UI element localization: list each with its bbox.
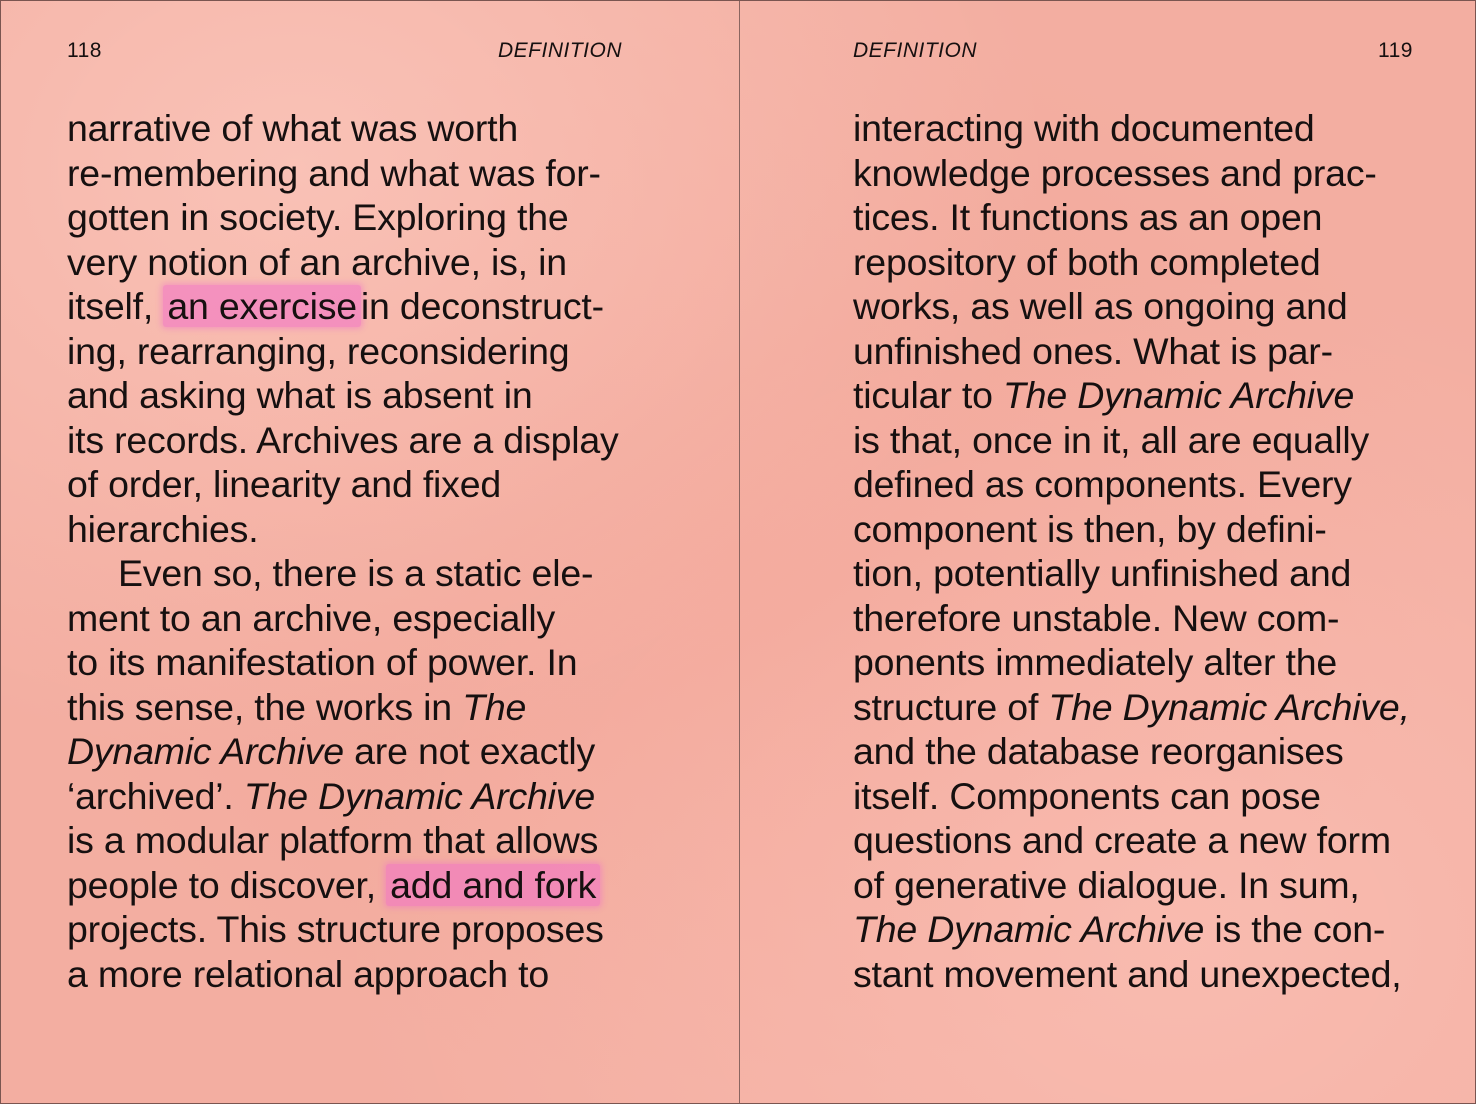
text-line: ponents immediately alter the: [853, 641, 1338, 683]
text-line: and asking what is absent in: [67, 374, 533, 416]
text-line-indented: Even so, there is a static ele-: [118, 552, 594, 594]
text-line: [67, 685, 619, 730]
italic-title: The Dynamic Archive: [1002, 374, 1355, 416]
text-segment: are not exactly: [354, 730, 596, 772]
italic-title: The Dynamic Archive,: [1048, 685, 1410, 728]
text-line: of order, linearity and fixed: [67, 463, 502, 505]
text-line: defined as components. Every: [853, 463, 1352, 505]
text-line: therefore unstable. New com-: [853, 596, 1340, 639]
text-line: tices. It functions as an open: [853, 196, 1323, 238]
left-body-text: [67, 106, 619, 996]
text-segment: ticular to: [853, 374, 993, 416]
text-line: re-membering and what was for-: [67, 151, 601, 194]
right-body-text: [853, 106, 1410, 996]
text-line: repository of both completed: [853, 240, 1321, 283]
text-segment: in deconstruct-: [360, 285, 604, 327]
text-line: very notion of an archive, is, in: [67, 240, 567, 283]
text-line: narrative of what was worth: [67, 107, 519, 149]
italic-title: The: [462, 685, 527, 728]
text-segment: people to discover,: [67, 863, 376, 906]
italic-title: Dynamic Archive: [67, 730, 344, 772]
text-line: a more relational approach to: [67, 952, 549, 995]
text-segment: itself,: [67, 285, 154, 327]
text-segment: this sense, the works in: [67, 685, 452, 728]
text-line: component is then, by defini-: [853, 507, 1327, 550]
text-line: knowledge processes and prac-: [853, 151, 1377, 194]
text-line: stant movement and unexpected,: [853, 952, 1402, 995]
text-line: questions and create a new form: [853, 819, 1391, 861]
text-segment: is the con-: [1214, 908, 1386, 950]
text-line: hierarchies.: [67, 507, 259, 550]
text-line: is a modular platform that allows: [67, 819, 599, 861]
right-page: [739, 1, 1476, 1103]
text-line: tion, potentially unfinished and: [853, 552, 1352, 594]
text-line: of generative dialogue. In sum,: [853, 863, 1360, 906]
text-segment: ‘archived’.: [67, 774, 234, 817]
text-line: and the database reorganises: [853, 730, 1344, 772]
text-line: ment to an archive, especially: [67, 596, 556, 639]
text-line-highlighted: [67, 284, 619, 329]
italic-title: The Dynamic Archive: [853, 908, 1205, 950]
text-segment: structure of: [853, 685, 1039, 728]
page-number-right: 119: [1378, 39, 1413, 62]
running-head-left: DEFINITION: [498, 39, 622, 62]
text-line: projects. This structure proposes: [67, 908, 604, 950]
highlight-an-exercise: an exercise: [163, 285, 361, 327]
text-line: its records. Archives are a display: [67, 418, 619, 461]
text-line: [67, 774, 619, 819]
text-line: is that, once in it, all are equally: [853, 418, 1370, 461]
text-line: [853, 907, 1410, 952]
page-number-left: 118: [67, 39, 102, 62]
text-line: [853, 373, 1410, 418]
highlight-add-and-fork: add and fork: [386, 864, 600, 906]
text-line: ing, rearranging, reconsidering: [67, 329, 570, 372]
text-line: works, as well as ongoing and: [853, 285, 1348, 327]
left-page: [1, 1, 738, 1103]
text-line: gotten in society. Exploring the: [67, 196, 569, 238]
text-line-highlighted: [67, 863, 619, 908]
text-line: to its manifestation of power. In: [67, 641, 578, 683]
text-line: interacting with documented: [853, 107, 1315, 149]
text-line: [67, 729, 619, 774]
text-line: itself. Components can pose: [853, 774, 1321, 817]
italic-title: The Dynamic Archive: [243, 774, 596, 817]
running-head-right: DEFINITION: [853, 39, 977, 62]
text-line: unfinished ones. What is par-: [853, 329, 1333, 372]
text-line: [853, 685, 1410, 730]
